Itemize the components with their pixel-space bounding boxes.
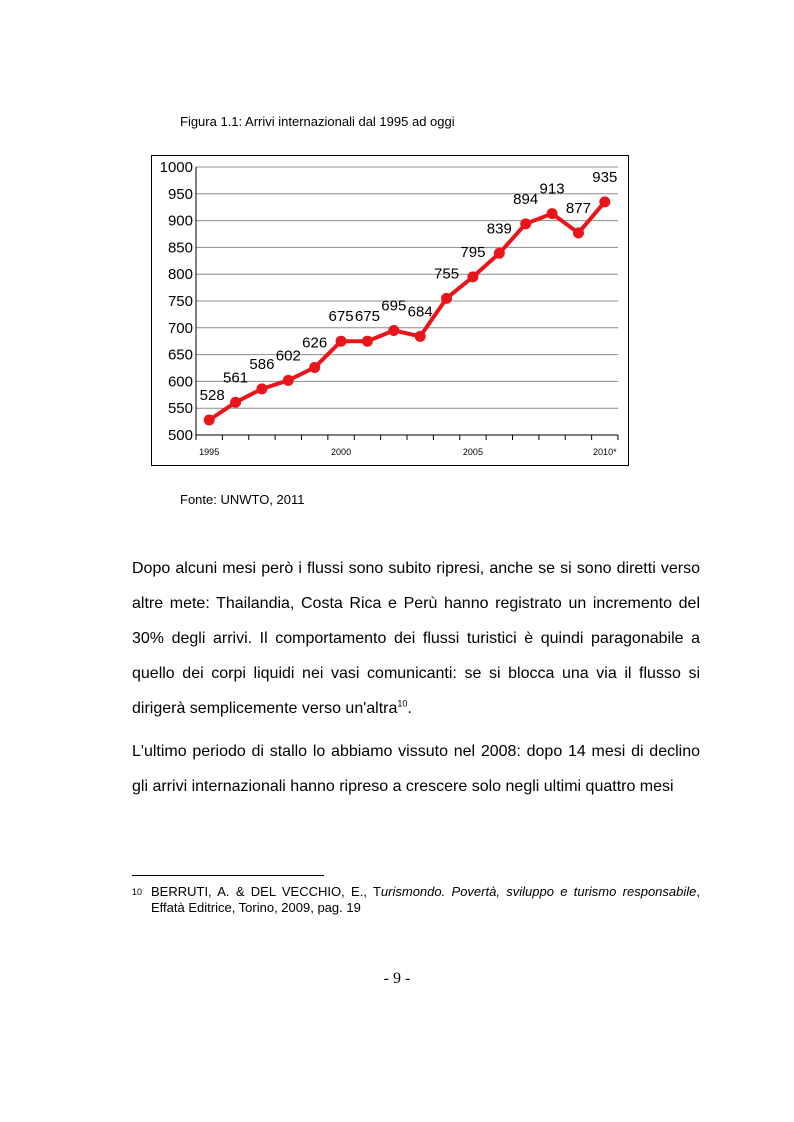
x-tick-label: 2000 (331, 447, 352, 457)
figure-caption: Figura 1.1: Arrivi internazionali dal 1995 ad oggi (180, 114, 455, 129)
paragraph-1 (132, 551, 700, 726)
x-tick-label: 1995 (199, 447, 220, 457)
footnote-separator (132, 875, 324, 876)
paragraph-1-text: Dopo alcuni mesi però i flussi sono subito ripresi, anche se si sono diretti verso altre mete: Thailandia, Costa Rica e Perù hanno registrato un incremento del 30% degli arrivi. Il comportamento dei flussi turistici è quindi paragonabile a quello dei corpi liquidi nei vasi comunicanti: se si blocca una via il flusso si dirigerà semplicemente verso un'altra (132, 560, 700, 717)
data-label: 586 (249, 355, 275, 373)
paragraph-2: L'ultimo periodo di stallo lo abbiamo vissuto nel 2008: dopo 14 mesi di declino gli arrivi internazionali hanno ripreso a crescere solo negli ultimi quattro mesi (132, 743, 700, 795)
data-point (441, 293, 452, 304)
data-label: 695 (381, 297, 407, 315)
data-label: 894 (513, 190, 539, 208)
data-point (283, 375, 294, 386)
page-number: - 9 - (383, 970, 411, 987)
footnote-number: 10 (132, 887, 143, 897)
y-tick-label: 800 (167, 266, 193, 284)
data-label: 675 (354, 308, 380, 326)
x-tick-label: 2010* (593, 447, 617, 457)
line-chart (151, 155, 629, 466)
footnote-reference: 10 (397, 698, 408, 709)
data-label: 839 (486, 220, 512, 238)
data-label: 935 (592, 168, 618, 186)
data-point (309, 362, 320, 373)
y-tick-label: 650 (167, 346, 193, 364)
data-point (599, 196, 610, 207)
data-point (362, 336, 373, 347)
x-tick-label: 2005 (462, 447, 483, 457)
data-label: 755 (434, 265, 460, 283)
y-tick-label: 550 (167, 400, 193, 418)
data-point (336, 336, 347, 347)
data-label: 795 (460, 243, 486, 261)
y-tick-label: 500 (167, 427, 193, 444)
footnote-book-title: urismondo. Povertà, sviluppo e turismo responsabile (380, 884, 697, 899)
data-label: 684 (407, 303, 433, 321)
footnote-tail: , Effatà Editrice, Torino, 2009, pag. 19 (151, 884, 700, 915)
paragraph-1-end: . (407, 700, 412, 717)
data-point (494, 248, 505, 259)
data-point (467, 271, 478, 282)
data-point (388, 325, 399, 336)
y-tick-label: 900 (167, 212, 193, 230)
y-tick-label: 950 (167, 185, 193, 203)
y-tick-label: 1000 (159, 159, 193, 176)
data-point (520, 218, 531, 229)
data-label: 561 (223, 369, 249, 387)
data-label: 528 (199, 386, 225, 404)
data-label: 626 (302, 334, 328, 352)
data-label: 602 (275, 347, 301, 365)
data-point (547, 208, 558, 219)
data-point (415, 331, 426, 342)
y-tick-label: 750 (167, 293, 193, 310)
data-point (230, 397, 241, 408)
y-tick-label: 700 (167, 319, 193, 337)
data-point (573, 227, 584, 238)
y-tick-label: 600 (167, 373, 193, 391)
chart-canvas (152, 156, 628, 465)
data-label: 913 (539, 180, 565, 198)
footnote (132, 884, 700, 916)
y-tick-label: 850 (167, 239, 193, 257)
data-point (256, 383, 267, 394)
footnote-text (151, 884, 700, 916)
figure-source: Fonte: UNWTO, 2011 (180, 492, 305, 507)
footnote-lead: BERRUTI, A. & DEL VECCHIO, E., T (151, 884, 381, 899)
data-label: 877 (565, 199, 591, 217)
data-point (204, 414, 215, 425)
data-label: 675 (328, 308, 354, 326)
